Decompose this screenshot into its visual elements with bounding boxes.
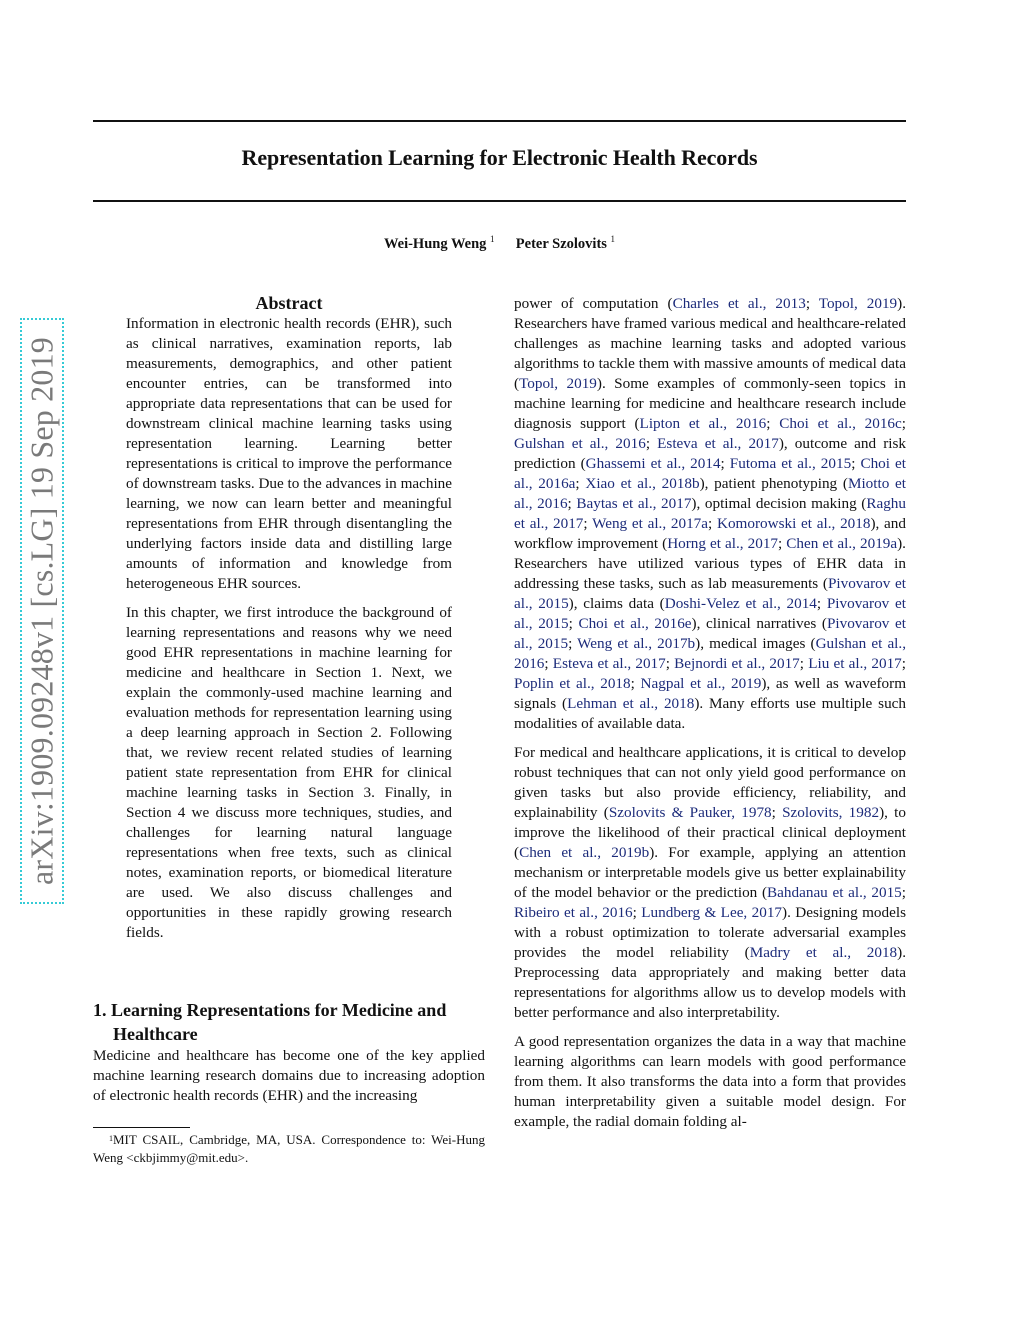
citation-link[interactable]: Ribeiro et al., 2016	[514, 904, 633, 921]
citation-link[interactable]: Nagpal et al., 2019	[640, 675, 762, 692]
citation-link[interactable]: Pivovarov et al., 2015	[514, 615, 906, 652]
citation-link[interactable]: Lundberg & Lee, 2017	[641, 904, 783, 921]
body-paragraph: Medicine and healthcare has become one of the key applied machine learning research domains due to increasing adoption of electronic health records (EHR) and the increasing	[93, 1047, 485, 1104]
section-number: 1.	[93, 1000, 107, 1020]
footnote-text: MIT CSAIL, Cambridge, MA, USA. Correspondence to: Wei-Hung Weng <ckbjimmy@mit.edu>.	[93, 1132, 485, 1165]
citation-link[interactable]: Bejnordi et al., 2017	[674, 655, 800, 672]
citation-link[interactable]: Lipton et al., 2016	[639, 415, 767, 432]
abstract-paragraph: Information in electronic health records (EHR), such as clinical narratives, examination reports, lab measurements, demographics, and other patient encounter entries, can be transformed into appropriate data representations that can be used for downstream clinical machine learning tasks using representation learning. Learning better representations is critical to improve the performance of downstream tasks. Due to the advances in machine learning, we now can learn better and meaningful representations from EHR through disentangling the underlying factors inside data and distilling large amounts of information and knowledge from heterogeneous EHR sources.	[126, 315, 453, 592]
body-paragraph: A good representation organizes the data in a way that machine learning algorithms can learn models with good performance from them. It also transforms the data into a form that provides human interpretability given a suitable model design. For example, the radial domain folding al-	[514, 1033, 906, 1130]
citation-link[interactable]: Choi et al., 2016e	[578, 615, 692, 632]
citation-link[interactable]: Topol, 2019	[519, 375, 597, 392]
citation-link[interactable]: Ghassemi et al., 2014	[585, 455, 721, 472]
author-affiliation-mark: 1	[490, 234, 495, 244]
footnote	[93, 1131, 485, 1167]
citation-link[interactable]: Madry et al., 2018	[749, 944, 898, 961]
citation-link[interactable]: Charles et al., 2013	[672, 295, 806, 312]
citation-link[interactable]: Horng et al., 2017	[667, 535, 779, 552]
section-heading	[93, 998, 485, 1046]
author-affiliation-mark: 1	[610, 234, 616, 244]
citation-link[interactable]: Chen et al., 2019a	[786, 535, 898, 552]
arxiv-identifier: arXiv:1909.09248v1 [cs.LG] 19 Sep 2019	[23, 337, 60, 885]
citation-link[interactable]: Doshi-Velez et al., 2014	[664, 595, 817, 612]
author-name: Wei-Hung Weng	[383, 236, 487, 252]
citation-link[interactable]: Esteva et al., 2017	[552, 655, 666, 672]
citation-link[interactable]: Choi et al., 2016c	[779, 415, 902, 432]
title-rule-top	[93, 120, 906, 122]
citation-link[interactable]: Baytas et al., 2017	[576, 495, 692, 512]
abstract-heading: Abstract	[255, 293, 323, 313]
citation-link[interactable]: Topol, 2019	[818, 295, 898, 312]
citation-link[interactable]: Szolovits & Pauker, 1978	[608, 804, 772, 821]
arxiv-stamp[interactable]	[20, 318, 64, 904]
citation-link[interactable]: Chen et al., 2019b	[519, 844, 650, 861]
body-paragraph: power of computation (Charles et al., 2013; Topol, 2019). Researchers have framed various medical and healthcare-related challenges as machine learning tasks and adopted various algorithms to tackle them with massive amounts of medical data (Topol, 2019). Some examples of commonly-seen topics in machine learning for medicine and healthcare research include diagnosis support (Lipton et al., 2016; Choi et al., 2016c; Gulshan et al., 2016; Esteva et al., 2017), outcome and risk prediction (Ghassemi et al., 2014; Futoma et al., 2015; Choi et al., 2016a; Xiao et al., 2018b), patient phenotyping (Miotto et al., 2016; Baytas et al., 2017), optimal decision making (Raghu et al., 2017; Weng et al., 2017a; Komorowski et al., 2018), and workflow improvement (Horng et al., 2017; Chen et al., 2019a). Researchers have utilized various types of EHR data in addressing these tasks, such as lab measurements (Pivovarov et al., 2015), claims data (Doshi-Velez et al., 2014; Pivovarov et al., 2015; Choi et al., 2016e), clinical narratives (Pivovarov et al., 2015; Weng et al., 2017b), medical images (Gulshan et al., 2016; Esteva et al., 2017; Bejnordi et al., 2017; Liu et al., 2017; Poplin et al., 2018; Nagpal et al., 2019), as well as waveform signals (Lehman et al., 2018). Many efforts use multiple such modalities of available data.	[514, 295, 907, 732]
citation-link[interactable]: Poplin et al., 2018	[514, 675, 631, 692]
citation-link[interactable]: Miotto et al., 2016	[514, 475, 906, 512]
section-title: Learning Representations for Medicine and Healthcare	[111, 1000, 447, 1044]
title-rule-bottom	[93, 200, 906, 202]
citation-link[interactable]: Gulshan et al., 2016	[514, 635, 907, 672]
author-list	[93, 236, 906, 253]
citation-link[interactable]: Choi et al., 2016a	[514, 455, 906, 492]
citation-link[interactable]: Raghu et al., 2017	[514, 495, 906, 532]
citation-link[interactable]: Esteva et al., 2017	[657, 435, 779, 452]
citation-link[interactable]: Gulshan et al., 2016	[514, 435, 646, 452]
citation-link[interactable]: Liu et al., 2017	[808, 655, 902, 672]
citation-link[interactable]: Xiao et al., 2018b	[585, 475, 700, 492]
citation-link[interactable]: Szolovits, 1982	[782, 804, 880, 821]
body-paragraph: For medical and healthcare applications, it is critical to develop robust techniques that can not only yield good performance on given tasks but also provide efficiency, reliability, and explainability (Szolovits & Pauker, 1978; Szolovits, 1982), to improve the likelihood of their practical clinical deployment (Chen et al., 2019b). For example, applying an attention mechanism or interpretable models give us better explainability of the model behavior or the prediction (Bahdanau et al., 2015; Ribeiro et al., 2016; Lundberg & Lee, 2017). Designing models with a robust optimization to tolerate adversarial examples provides the model reliability (Madry et al., 2018). Preprocessing data appropriately and making better data representations for algorithms allow us to develop models with better performance and also interpretability.	[514, 744, 906, 1021]
citation-link[interactable]: Komorowski et al., 2018	[717, 515, 871, 532]
citation-link[interactable]: Weng et al., 2017b	[577, 635, 696, 652]
footnote-rule	[93, 1127, 190, 1128]
citation-link[interactable]: Pivovarov et al., 2015	[514, 595, 906, 632]
citation-link[interactable]: Weng et al., 2017a	[592, 515, 709, 532]
right-column	[514, 294, 906, 1132]
citation-link[interactable]: Futoma et al., 2015	[729, 455, 852, 472]
abstract-paragraph: In this chapter, we first introduce the background of learning representations and reasons why we need good EHR representations in machine learning for medicine and healthcare in Section 1. Next, we explain the commonly-used machine learning and evaluation methods for representation learning using a deep learning approach in Section 2. Following that, we review recent related studies of learning patient state representation from EHR for clinical machine learning tasks in Section 3. Finally, in Section 4 we discuss more techniques, studies, and challenges for learning natural language representations when free texts, such as clinical notes, examination reports, or biomedical literature are used. We also discuss challenges and opportunities in these rapidly growing research fields.	[126, 604, 452, 941]
footnote-mark: 1	[109, 1134, 113, 1143]
paper-title: Representation Learning for Electronic Health Records	[241, 145, 758, 170]
abstract-section	[126, 292, 452, 943]
citation-link[interactable]: Lehman et al., 2018	[567, 695, 695, 712]
citation-link[interactable]: Pivovarov et al., 2015	[514, 575, 906, 612]
section-1-left-column	[93, 998, 485, 1106]
author-name: Peter Szolovits	[515, 236, 607, 252]
citation-link[interactable]: Bahdanau et al., 2015	[767, 884, 902, 901]
